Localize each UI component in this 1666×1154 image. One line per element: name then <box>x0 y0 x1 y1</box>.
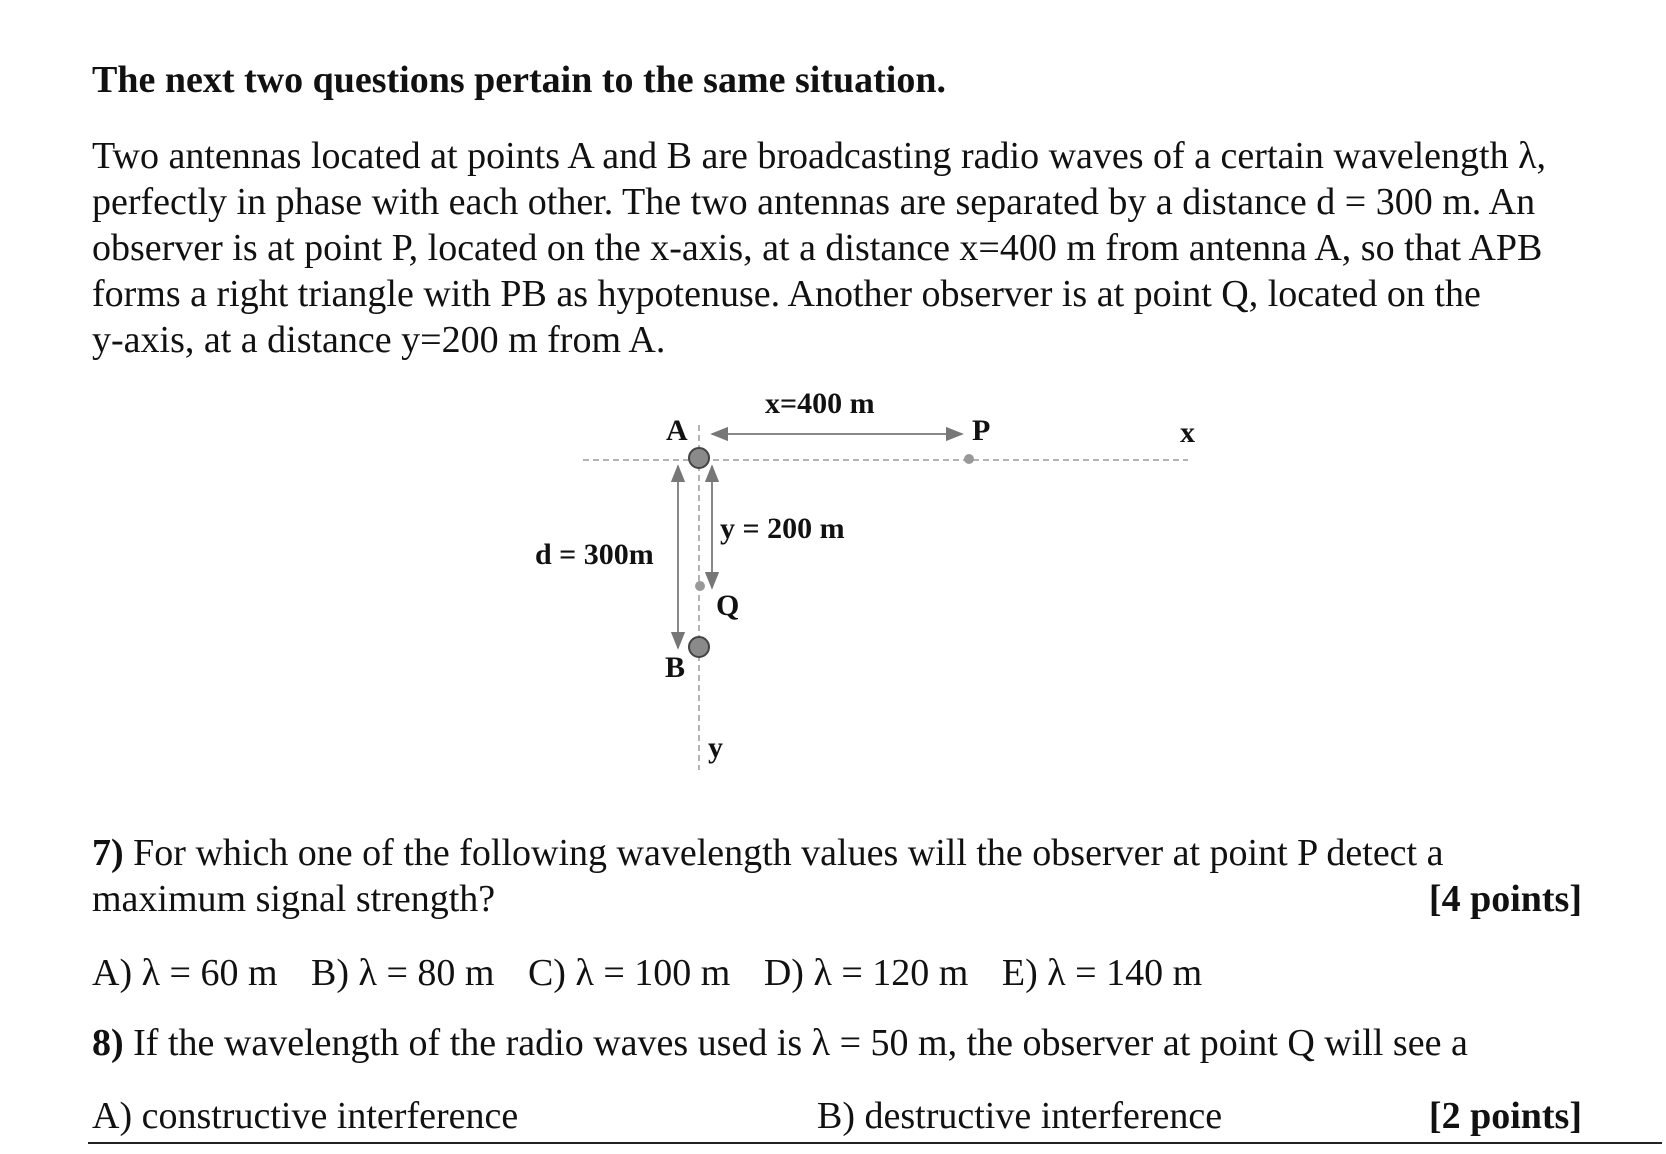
question-8-options <box>92 1093 1582 1139</box>
antenna-b-dot <box>689 637 709 657</box>
section-heading: The next two questions pertain to the same situation. <box>92 59 946 101</box>
antenna-a-dot <box>689 448 709 468</box>
option-b: B) destructive interference <box>817 1095 1223 1137</box>
option-c: C) λ = 100 m <box>527 952 731 994</box>
point-p-dot <box>964 454 974 464</box>
option-b: B) λ = 80 m <box>311 952 495 994</box>
label-q: Q <box>716 589 740 622</box>
point-q-dot <box>695 581 705 591</box>
label-p: P <box>972 414 991 447</box>
bottom-divider <box>88 1142 1662 1144</box>
question-7-options <box>92 950 1226 996</box>
option-e: E) λ = 140 m <box>1001 952 1203 994</box>
paragraph-line: observer is at point P, located on the x-axis, at a distance x=400 m from antenna A, so that APB <box>92 227 1543 269</box>
question-number: 8) <box>92 1022 124 1064</box>
x-distance-label: x=400 m <box>765 387 875 420</box>
axis-x-label: x <box>1180 416 1195 449</box>
paragraph-line: Two antennas located at points A and B are broadcasting radio waves of a certain wavelength λ, <box>92 135 1547 177</box>
d-distance-label: d = 300m <box>535 538 654 571</box>
question-text: maximum signal strength? <box>92 878 496 920</box>
points-badge: [2 points] <box>1428 1095 1582 1137</box>
paragraph-line: y-axis, at a distance y=200 m from A. <box>92 319 666 361</box>
option-a: A) constructive interference <box>92 1095 519 1137</box>
points-badge: [4 points] <box>1428 878 1582 920</box>
problem-statement <box>92 133 1652 363</box>
paragraph-line: forms a right triangle with PB as hypotenuse. Another observer is at point Q, located on the <box>92 273 1481 315</box>
label-a: A <box>666 414 688 447</box>
paragraph-line: perfectly in phase with each other. The two antennas are separated by a distance d = 300 m. An <box>92 181 1536 223</box>
option-a: A) λ = 60 m <box>92 952 278 994</box>
option-d: D) λ = 120 m <box>763 952 969 994</box>
question-text: For which one of the following wavelength values will the observer at point P detect a <box>133 832 1444 874</box>
axis-y-label: y <box>708 731 723 764</box>
label-b: B <box>665 651 686 684</box>
question-7 <box>92 830 1582 922</box>
question-8 <box>92 1020 1468 1066</box>
question-text: If the wavelength of the radio waves used is λ = 50 m, the observer at point Q will see a <box>133 1022 1468 1064</box>
y-distance-label: y = 200 m <box>720 512 845 545</box>
question-number: 7) <box>92 832 124 874</box>
